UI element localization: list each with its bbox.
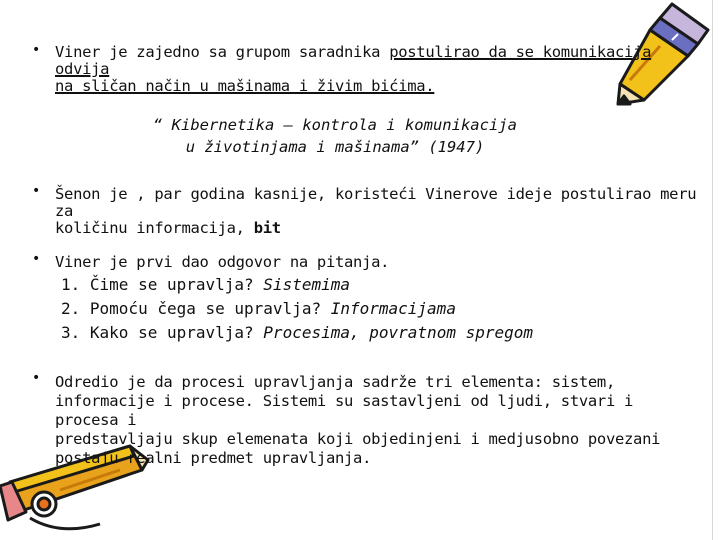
bullet-1-plain: Viner je zajedno sa grupom saradnika	[55, 43, 390, 61]
bullet-4-line-2: informacije i procese. Sistemi su sastavljeni od ljudi, stvari i procesa i	[55, 392, 634, 429]
bullet-3-item-1	[61, 274, 350, 296]
bullet-3-intro: Viner je prvi dao odgovor na pitanja.	[55, 253, 390, 271]
quote-line-2: u životinjama i mašinama” (1947)	[185, 138, 485, 156]
bullet-1-underlined-2: na sličan način u mašinama i živim bićima.	[55, 77, 435, 95]
quote-line-1: “ Kibernetika – kontrola i komunikacija	[153, 116, 517, 134]
quote-block	[150, 114, 520, 158]
item-3-answer: Procesima, povratnom spregom	[263, 323, 534, 342]
bullet-3-item-3	[61, 322, 533, 344]
bullet-4-dot: •	[32, 370, 41, 386]
bullet-2-line-2	[55, 220, 705, 237]
item-3-question: 3. Kako se upravlja?	[61, 323, 264, 342]
bullet-1-dot: •	[32, 42, 41, 58]
item-2-question: 2. Pomoću čega se upravlja?	[61, 299, 331, 318]
bullet-2-text	[55, 186, 705, 237]
bullet-2-bold: bit	[253, 219, 281, 237]
bullet-3-item-2	[61, 298, 456, 320]
bullet-4-line-3: predstavljaju skup elemenata koji objedinjeni i medjusobno povezani	[55, 430, 661, 448]
right-edge-rule	[712, 0, 713, 540]
bullet-2-dot: •	[32, 183, 41, 199]
item-1-answer: Sistemima	[263, 275, 350, 294]
bullet-4-line-1: Odredio je da procesi upravljanja sadrže tri elementa: sistem,	[55, 373, 615, 391]
item-2-answer: Informacijama	[330, 299, 456, 318]
bullet-1-underlined-1: postulirao da se komunikacija odvija	[55, 43, 652, 78]
bullet-3-dot: •	[32, 251, 41, 267]
bullet-1-text	[55, 44, 695, 95]
bullet-4-text	[55, 373, 705, 468]
bullet-2-prefix: količinu informacija,	[55, 219, 254, 237]
bullet-2-line-1: Šenon je , par godina kasnije, koristeći Vinerove ideje postulirao meru za	[55, 185, 697, 220]
item-1-question: 1. Čime se upravlja?	[61, 275, 264, 294]
bullet-4-line-4: postaju realni predmet upravljanja.	[55, 449, 372, 467]
